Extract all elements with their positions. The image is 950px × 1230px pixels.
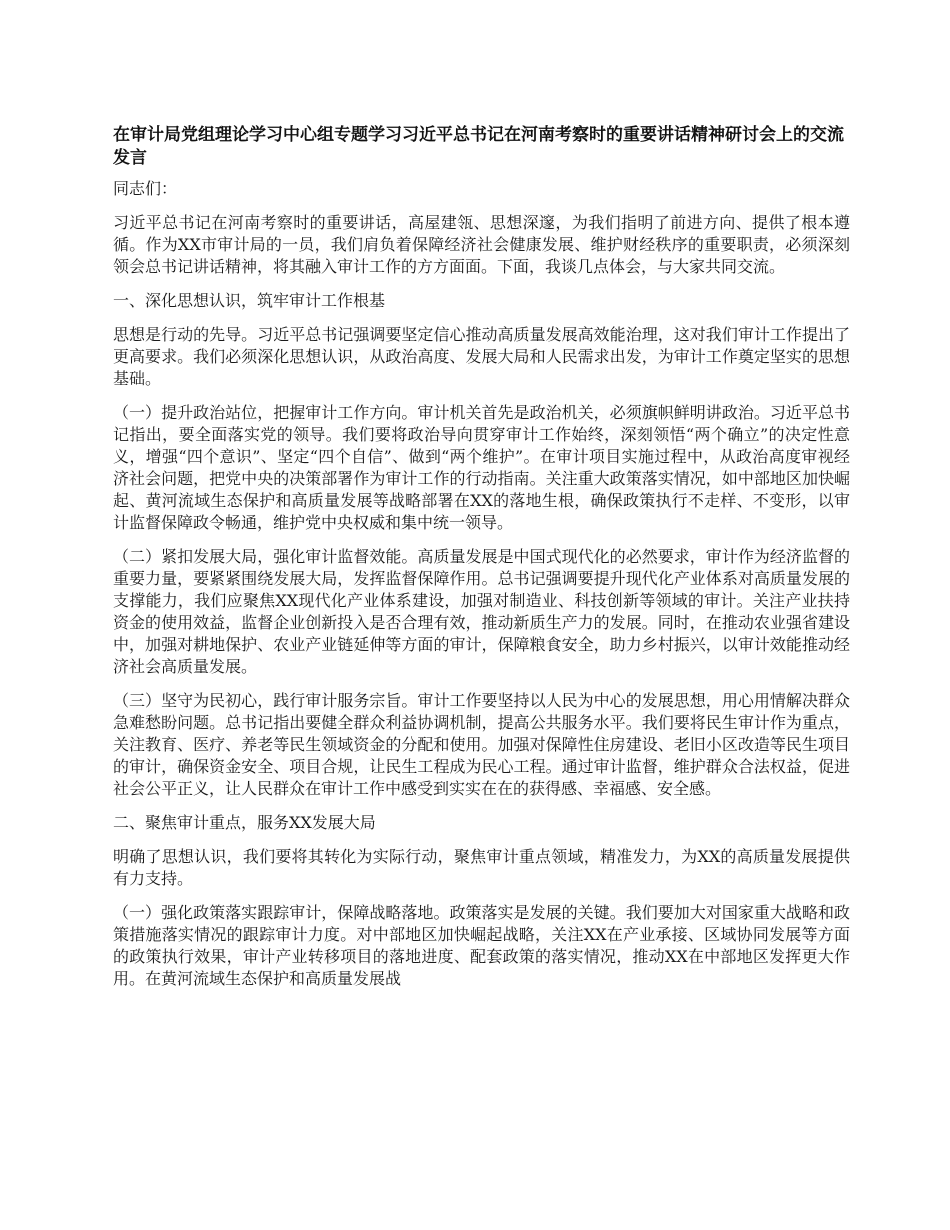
paragraph-section2-intro: 明确了思想认识，我们要将其转化为实际行动，聚焦审计重点领域，精准发力，为XX的高质量发展提供有力支持。 [113,847,850,888]
paragraph-section1-point1: （一）提升政治站位，把握审计工作方向。审计机关首先是政治机关，必须旗帜鲜明讲政治。习近平总书记指出，要全面落实党的领导。我们要将政治导向贯穿审计工作始终，深刻领悟“两个确立”的决定性意义，增强“四个意识”、坚定“四个自信”、做到“两个维护”。在审计项目实施过程中，从政治高度审视经济社会问题，把党中央的决策部署作为审计工作的行动指南。关注重大政策落实情况，如中部地区加快崛起、黄河流域生态保护和高质量发展等战略部署在XX的落地生根，确保政策执行不走样、不变形，以审计监督保障政令畅通，维护党中央权威和集中统一领导。 [113,403,850,532]
paragraph-section2-point1: （一）强化政策落实跟踪审计，保障战略落地。政策落实是发展的关键。我们要加大对国家重大战略和政策措施落实情况的跟踪审计力度。对中部地区加快崛起战略，关注XX在产业承接、区域协同发展等方面的政策执行效果，审计产业转移项目的落地进度、配套政策的落实情况，推动XX在中部地区发挥更大作用。在黄河流域生态保护和高质量发展战 [113,903,850,988]
document-title: 在审计局党组理论学习中心组专题学习习近平总书记在河南考察时的重要讲话精神研讨会上的交流发言 [113,125,844,168]
paragraph-section1-intro: 思想是行动的先导。习近平总书记强调要坚定信心推动高质量发展高效能治理，这对我们审计工作提出了更高要求。我们必须深化思想认识，从政治高度、发展大局和人民需求出发，为审计工作奠定坚实的思想基础。 [113,325,850,388]
document-page [113,124,850,1002]
section-heading-1: 一、深化思想认识，筑牢审计工作根基 [113,291,386,310]
paragraph-section1-point3: （三）坚守为民初心，践行审计服务宗旨。审计工作要坚持以人民为中心的发展思想，用心用情解决群众急难愁盼问题。总书记指出要健全群众利益协调机制，提高公共服务水平。我们要将民生审计作为重点，关注教育、医疗、养老等民生领域资金的分配和使用。加强对保障性住房建设、老旧小区改造等民生项目的审计，确保资金安全、项目合规，让民生工程成为民心工程。通过审计监督，维护群众合法权益，促进社会公平正义，让人民群众在审计工作中感受到实实在在的获得感、幸福感、安全感。 [113,691,850,798]
greeting: 同志们： [113,179,178,198]
paragraph-intro: 习近平总书记在河南考察时的重要讲话，高屋建瓴、思想深邃，为我们指明了前进方向、提供了根本遵循。作为XX市审计局的一员，我们肩负着保障经济社会健康发展、维护财经秩序的重要职责，必须深刻领会总书记讲话精神，将其融入审计工作的方方面面。下面，我谈几点体会，与大家共同交流。 [113,213,850,276]
section-heading-2: 二、聚焦审计重点，服务XX发展大局 [113,813,376,832]
paragraph-section1-point2: （二）紧扣发展大局，强化审计监督效能。高质量发展是中国式现代化的必然要求，审计作为经济监督的重要力量，要紧紧围绕发展大局，发挥监督保障作用。总书记强调要提升现代化产业体系对高质量发展的支撑能力，我们应聚焦XX现代化产业体系建设，加强对制造业、科技创新等领域的审计。关注产业扶持资金的使用效益，监督企业创新投入是否合理有效，推动新质生产力的发展。同时，在推动农业强省建设中，加强对耕地保护、农业产业链延伸等方面的审计，保障粮食安全，助力乡村振兴，以审计效能推动经济社会高质量发展。 [113,547,850,676]
